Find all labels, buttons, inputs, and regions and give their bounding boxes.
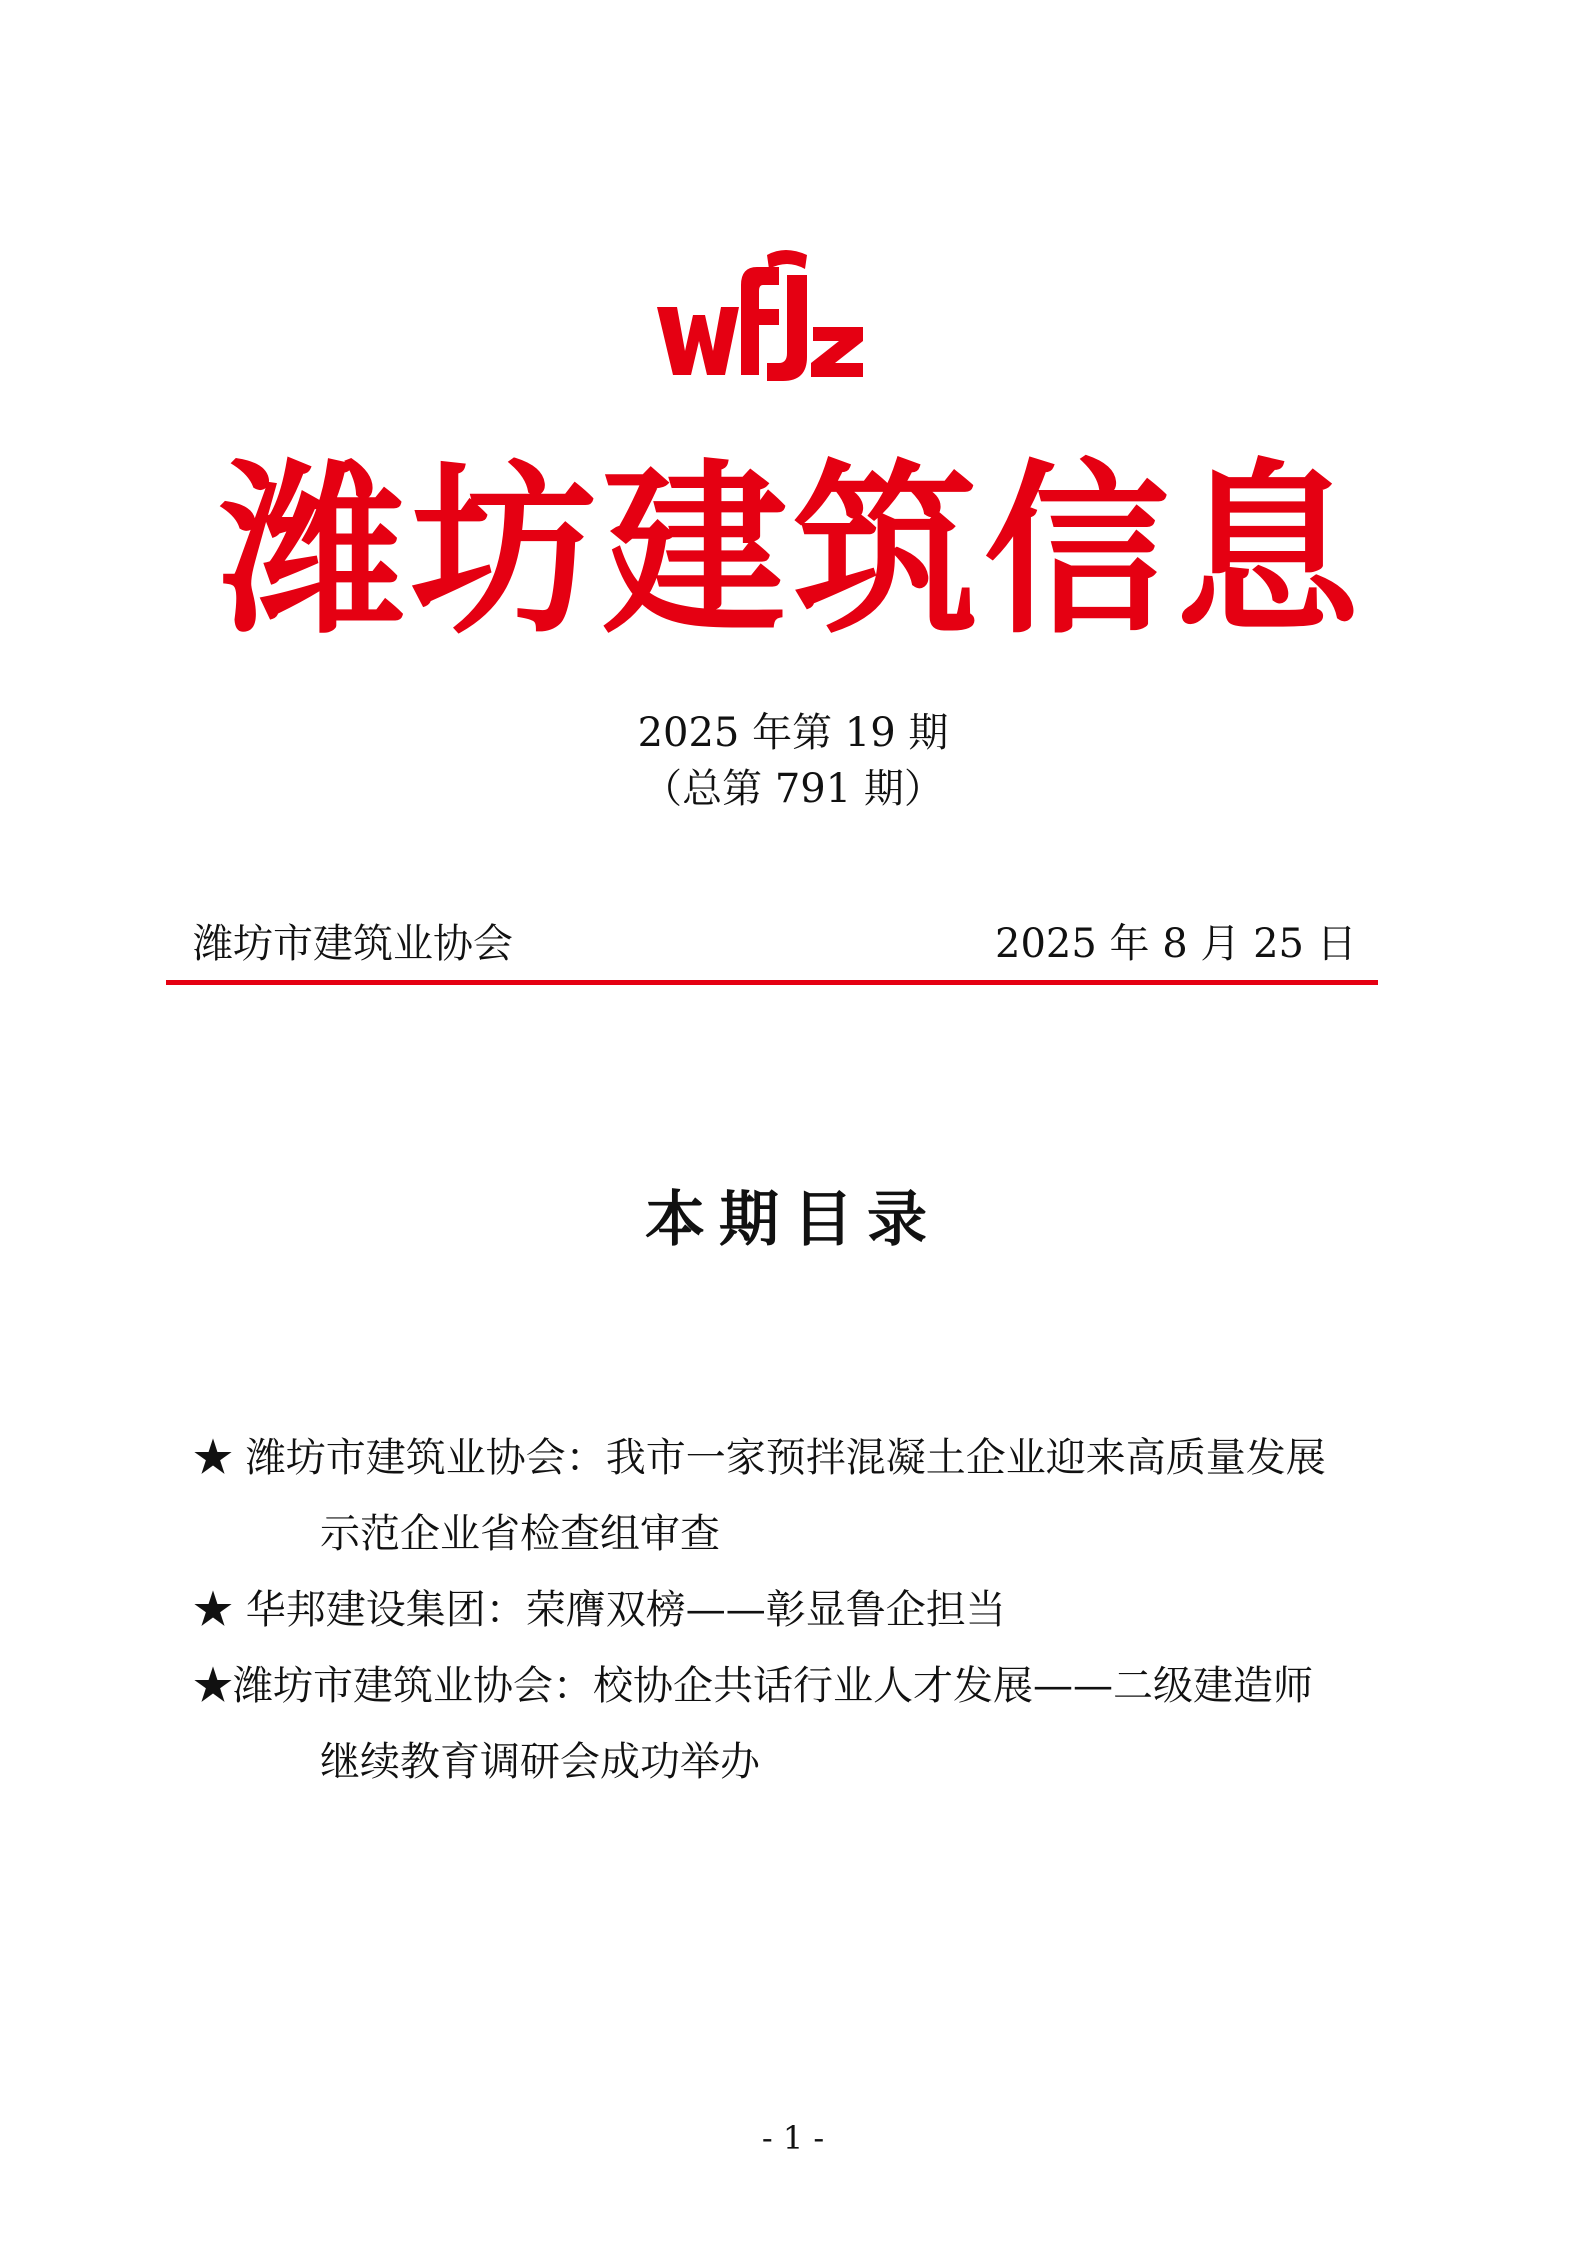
masthead-title: 潍坊建筑信息 <box>220 441 1366 659</box>
logo-mark <box>657 250 863 381</box>
toc-item-2: ★ 华邦建设集团：荣膺双榜——彰显鲁企担当 <box>193 1587 1006 1633</box>
toc-item-3: ★潍坊市建筑业协会：校协企共话行业人才发展——二级建造师 <box>193 1663 1313 1709</box>
contents-heading: 本期目录 <box>645 1185 941 1255</box>
red-divider <box>166 980 1378 985</box>
wfjz-logo <box>655 245 865 385</box>
toc-item-3-continued: 继续教育调研会成功举办 <box>320 1739 760 1785</box>
page-number: - 1 - <box>761 2119 825 2157</box>
toc-item-1-continued: 示范企业省检查组审查 <box>320 1511 720 1557</box>
total-issue-number: （总第 791 期） <box>642 766 944 812</box>
toc-item-1: ★ 潍坊市建筑业协会：我市一家预拌混凝土企业迎来高质量发展 <box>193 1435 1326 1481</box>
publisher-name: 潍坊市建筑业协会 <box>193 921 513 967</box>
issue-number: 2025 年第 19 期 <box>637 710 949 756</box>
publish-date: 2025 年 8 月 25 日 <box>995 921 1357 967</box>
